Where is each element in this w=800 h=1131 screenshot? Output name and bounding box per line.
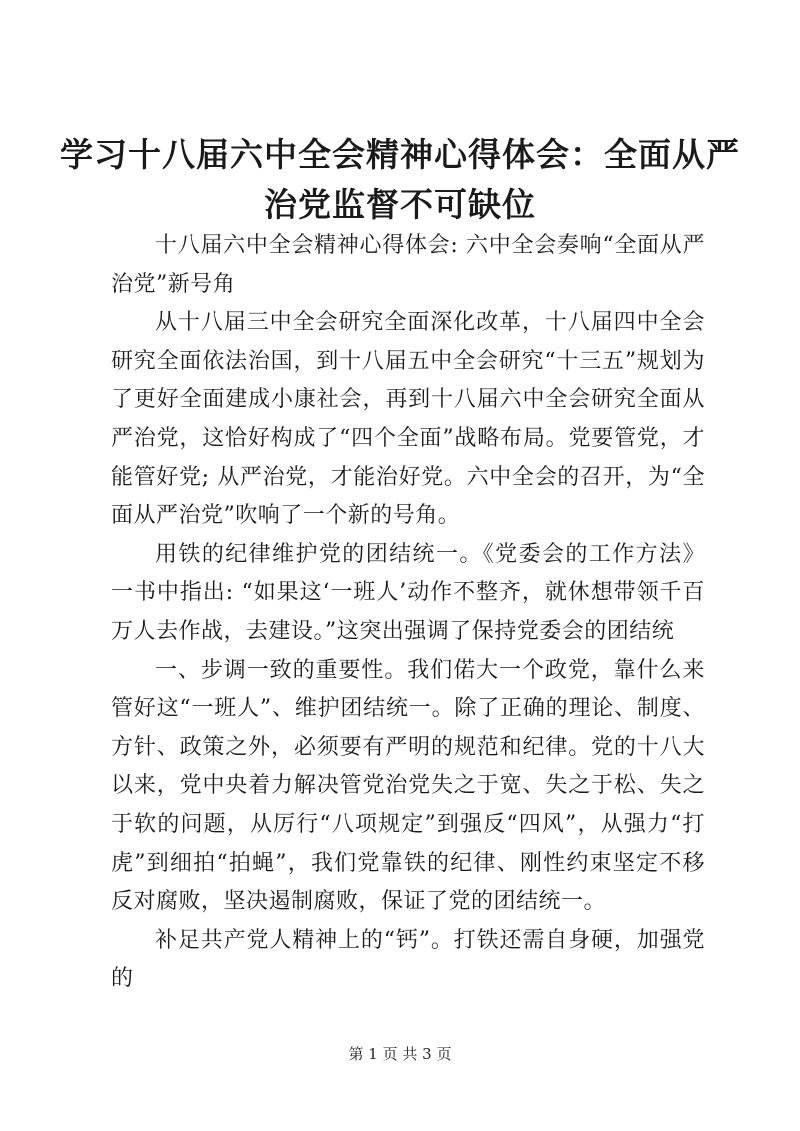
- document-title-line-2: 治党监督不可缺位: [264, 185, 536, 224]
- page-number-footer: 第 1 页 共 3 页: [348, 1045, 452, 1063]
- document-body: [111, 227, 705, 999]
- paragraph-4: 补足共产党人精神上的“钙”。打铁还需自身硬，加强党的: [111, 927, 705, 992]
- paragraph-subtitle: 十八届六中全会精神心得体会: 六中全会奏响“全面从严治党”新号角: [111, 233, 705, 297]
- paragraph-2: 用铁的纪律维护党的团结统一。《党委会的工作方法》一书中指出: “如果这‘一班人’动作不整齐，就休想带领千百万人去作战，去建设。”这突出强调了保持党委会的团结统: [111, 541, 705, 644]
- document-title-line-1: 学习十八届六中全会精神心得体会：全面从严: [60, 135, 740, 174]
- paragraph-3: 一、步调一致的重要性。我们偌大一个政党，靠什么来管好这“一班人”、维护团结统一。除了正确的理论、制度、方针、政策之外，必须要有严明的规范和纪律。党的十八大以来，党中央着力解决管党治党失之于宽、失之于松、失之于软的问题，从厉行“八项规定”到强反“四风”，从强力“打虎”到细拍“拍蝇”，我们党靠铁的纪律、刚性约束坚定不移反对腐败，坚决遏制腐败，保证了党的团结统一。: [111, 657, 705, 915]
- paragraph-1: 从十八届三中全会研究全面深化改革，十八届四中全会研究全面依法治国，到十八届五中全会研究“十三五”规划为了更好全面建成小康社会，再到十八届六中全会研究全面从严治党，这恰好构成了“四个全面”战略布局。党要管党，才能管好党; 从严治党，才能治好党。六中全会的召开，为“全面从严治党”吹响了一个新的号角。: [111, 310, 705, 529]
